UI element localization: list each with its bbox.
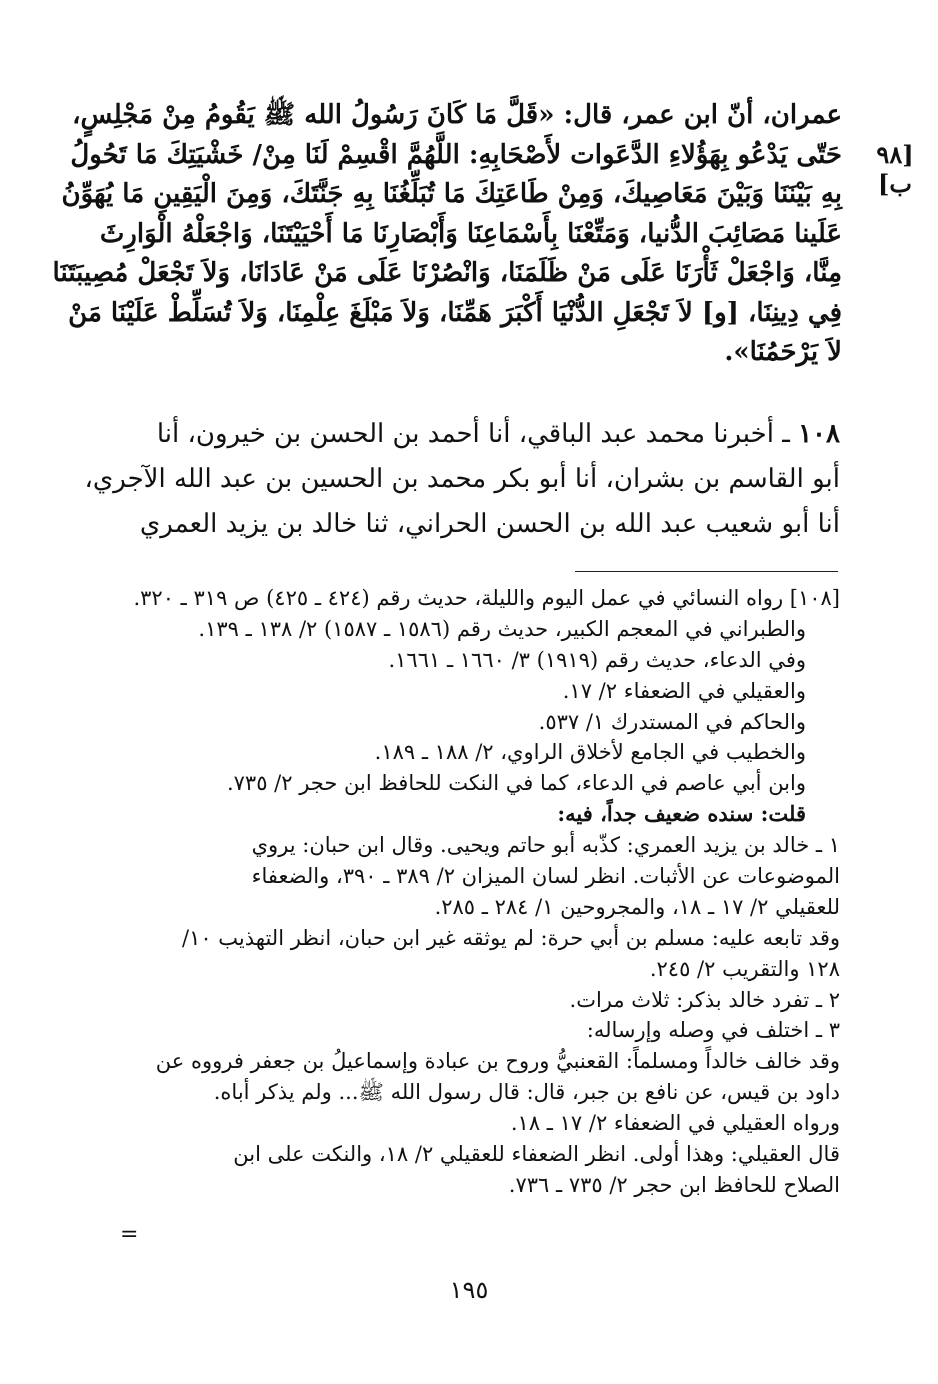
hadith-number: ١٠٨ xyxy=(798,419,840,449)
footnote-line: الموضوعات عن الأثبات. انظر لسان الميزان ٢/ ٣٨٩ ـ ٣٩٠، والضعفاء xyxy=(251,864,840,889)
hadith-line: أنا أبو شعيب عبد الله بن الحسن الحراني، ثنا خالد بن يزيد العمري xyxy=(139,509,840,539)
footnote-line: وفي الدعاء، حديث رقم (١٩١٩) ٣/ ١٦٦٠ ـ ١٦٦١. xyxy=(388,647,806,672)
footnote-line: ١ ـ خالد بن يزيد العمري: كذّبه أبو حاتم ويحيى. وقال ابن حبان: يروي xyxy=(251,833,840,858)
footnote-line: وقد تابعه عليه: مسلم بن أبي حرة: لم يوثقه غير ابن حبان، انظر التهذيب ١٠/ xyxy=(181,925,840,950)
footnotes-block xyxy=(133,583,840,1201)
main-text-line: فِي دِينِنَا، [و] لاَ تَجْعَلِ الدُّنْيَا أَكْبَرَ هَمِّنَا، وَلاَ مَبْلَغَ عِلْمِنَا، وَلاَ تُسَلِّطْ عَلَيْنَا مَنْ xyxy=(68,297,842,328)
footnote-line: ٢ ـ تفرد خالد بذكر: ثلاث مرات. xyxy=(569,987,840,1012)
main-text-line: عَلَينا مَصَائِبَ الدُّنيا، وَمَتِّعْنَا بِأَسْمَاعِنَا وَأَبْصَارِنَا مَا أَحْيَيْتَنَا، وَاجْعَلْهُ الْوَارِثَ xyxy=(99,218,842,249)
footnote-line: الصلاح للحافظ ابن حجر ٢/ ٧٣٥ ـ ٧٣٦. xyxy=(508,1172,840,1197)
footnote-line: للعقيلي ٢/ ١٧ ـ ١٨، والمجروحين ١/ ٢٨٤ ـ ٢٨٥. xyxy=(434,894,840,919)
footnote-line: والخطيب في الجامع لأخلاق الراوي، ٢/ ١٨٨ ـ ١٨٩. xyxy=(374,740,806,765)
footnote-line: وابن أبي عاصم في الدعاء، كما في النكت للحافظ ابن حجر ٢/ ٧٣٥. xyxy=(226,771,806,796)
footnote-line: والحاكم في المستدرك ١/ ٥٣٧. xyxy=(538,709,806,734)
hadith-text: ـ أخبرنا محمد عبد الباقي، أنا أحمد بن الحسن بن خيرون، أنا xyxy=(156,419,790,449)
footnote-line: ورواه العقيلي في الضعفاء ٢/ ١٧ ـ ١٨. xyxy=(510,1111,840,1136)
footnote-line: ١٢٨ والتقريب ٢/ ٢٤٥. xyxy=(649,956,840,981)
hadith-108-block xyxy=(84,412,840,547)
main-text-line: بِهِ بَيْنَنَا وَبَيْنَ مَعَاصِيكَ، وَمِنْ طَاعَتِكَ مَا تُبَلِّغُنَا بِهِ جَنَّتَكَ، وَمِنَ الْيَقِينِ مَا يُهَوِّنُ xyxy=(61,179,842,209)
main-text-line: مِنَّا، وَاجْعَلْ ثَأْرَنَا عَلَى مَنْ ظَلَمَنَا، وَانْصُرْنَا عَلَى مَنْ عَادَانَا، وَلاَ تَجْعَلْ مُصِيبَتَنَا xyxy=(52,258,842,288)
footnote-line: وقد خالف خالداً ومسلماً: القعنبيُّ وروح بن عبادة وإسماعيلُ بن جعفر فرووه عن xyxy=(155,1049,840,1074)
hadith-line: أبو القاسم بن بشران، أنا أبو بكر محمد بن الحسين بن عبد الله الآجري، xyxy=(84,464,840,494)
page-number: ١٩٥ xyxy=(449,1276,489,1304)
main-text-line: لاَ يَرْحَمُنَا». xyxy=(724,337,842,367)
footnote-line: قلت: سنده ضعيف جداً، فيه: xyxy=(557,801,806,827)
footnote-line: قال العقيلي: وهذا أولى. انظر الضعفاء للعقيلي ٢/ ١٨، والنكت على ابن xyxy=(233,1142,840,1167)
hadith-line xyxy=(132,412,840,457)
footnote-line: والعقيلي في الضعفاء ٢/ ١٧. xyxy=(562,678,806,703)
footnote-line: [١٠٨] رواه النسائي في عمل اليوم والليلة، حديث رقم (٤٢٤ ـ ٤٢٥) ص ٣١٩ ـ ٣٢٠. xyxy=(133,586,840,610)
continuation-mark: = xyxy=(120,1222,139,1247)
footnote-line: ٣ ـ اختلف في وصله وإرساله: xyxy=(586,1018,840,1043)
footnote-line: والطبراني في المعجم الكبير، حديث رقم (١٥٨٦ ـ ١٥٨٧) ٢/ ١٣٨ ـ ١٣٩. xyxy=(198,616,806,641)
main-text-line: عمران، أنّ ابن عمر، قال: «قَلَّ مَا كَانَ رَسُولُ الله ﷺ يَقُومُ مِنْ مَجْلِسٍ، xyxy=(72,100,842,130)
main-text-line: حَتّى يَدْعُو بِهَؤُلاءِ الدَّعَوات لأَصْحَابِهِ: اللَّهُمَّ اقْسِمْ لَنَا مِنْ/ خَشْيَتِكَ مَا تَحُولُ xyxy=(70,139,842,170)
footnote-line: داود بن قيس، عن نافع بن جبر، قال: قال رسول الله ﷺ... ولم يذكر أباه. xyxy=(213,1080,840,1105)
main-text-block xyxy=(52,96,842,373)
footnote-separator xyxy=(575,571,838,572)
manuscript-folio-ref: [٩٨ ب] xyxy=(876,140,914,198)
